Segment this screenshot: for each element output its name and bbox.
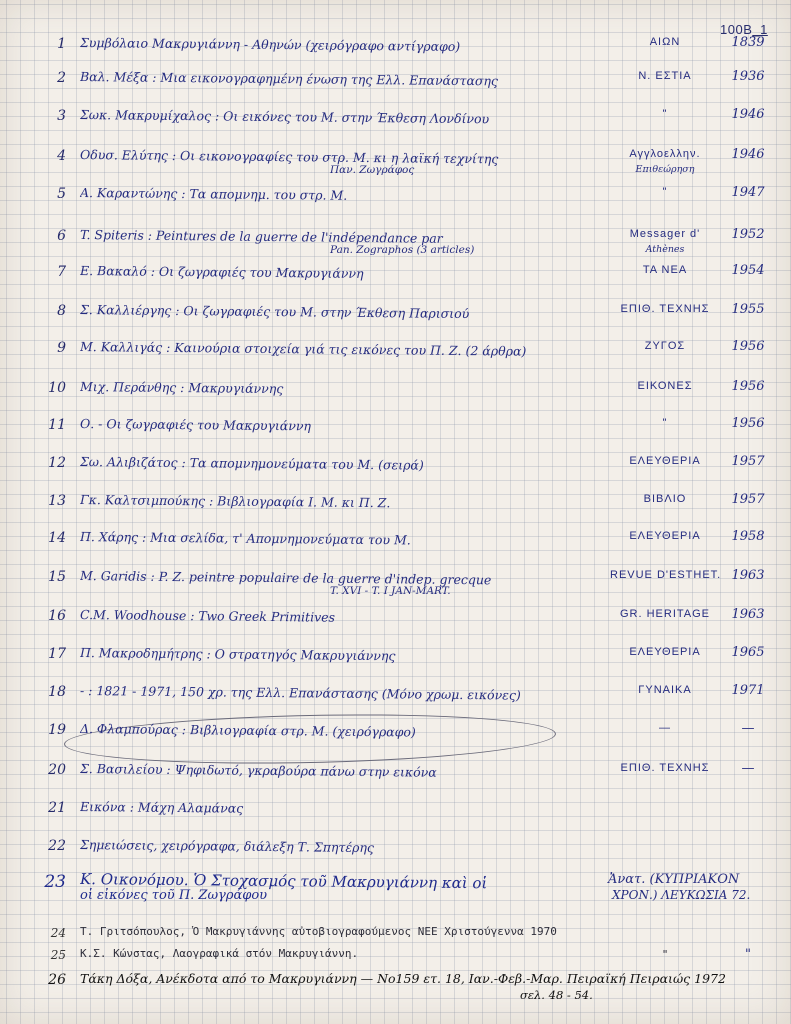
entry-number: 5 bbox=[57, 186, 66, 202]
list-item bbox=[0, 602, 791, 640]
entry-title: C.M. Woodhouse : Two Greek Primitives bbox=[79, 607, 336, 625]
list-item bbox=[0, 30, 791, 68]
list-item bbox=[0, 756, 791, 794]
entry-title: Τάκη Δόξα, Ανέκδοτα από το Μακρυγιάννη — Νο159 ετ. 18, Ιαν.-Φεβ.-Μαρ. Πειραϊκή Πειραιώς 1972 bbox=[80, 971, 726, 986]
entry-year: 1946 bbox=[731, 107, 765, 122]
entry-publication: " bbox=[662, 186, 668, 198]
entry-publication: ΕΠΙΘ. ΤΕΧΝΗΣ bbox=[620, 762, 710, 774]
entry-title: Ε. Βακαλό : Οι ζωγραφιές του Μακρυγιάννη bbox=[79, 263, 364, 281]
entry-subline: σελ. 48 - 54. bbox=[520, 988, 593, 1002]
list-item bbox=[0, 102, 791, 140]
entry-year: — bbox=[741, 721, 755, 736]
entry-number: 16 bbox=[48, 608, 66, 624]
entry-number: 12 bbox=[48, 455, 66, 471]
list-item bbox=[0, 563, 791, 601]
entry-year: 1956 bbox=[731, 379, 765, 394]
entry-number: 14 bbox=[48, 530, 66, 546]
entry-title: Βαλ. Μέξα : Μια εικονογραφημένη ένωση της Ελλ. Επανάστασης bbox=[79, 69, 499, 89]
entry-title: Οδυσ. Ελύτης : Οι εικονογραφίες του στρ. Μ. κι η λαϊκή τεχνίτης bbox=[79, 147, 499, 167]
entry-number: 18 bbox=[48, 684, 66, 700]
entry-publication: ΕΛΕΥΘΕΡΙΑ bbox=[629, 646, 701, 658]
entry-number: 19 bbox=[48, 722, 66, 738]
entry-year: 1954 bbox=[731, 263, 765, 278]
entry-publication: " bbox=[662, 417, 668, 429]
entry-title: Σημειώσεις, χειρόγραφα, διάλεξη Τ. Σπητέρης bbox=[79, 837, 374, 856]
entry-year: 1839 bbox=[731, 35, 765, 50]
entry-number: 10 bbox=[48, 380, 66, 396]
list-item bbox=[0, 297, 791, 335]
entry-title: Γκ. Καλτσιμπούκης : Βιβλιογραφία Ι. Μ. κι Π. Ζ. bbox=[79, 492, 391, 511]
entry-year: 1963 bbox=[731, 607, 765, 622]
entry-number: 26 bbox=[48, 972, 66, 988]
entry-year: 1963 bbox=[731, 568, 765, 583]
entry-title: Κ.Σ. Κώνστας, Λαογραφικά στόν Μακρυγιάννη. bbox=[80, 947, 359, 960]
entry-publication: ΕΠΙΘ. ΤΕΧΝΗΣ bbox=[620, 303, 710, 315]
entry-publication-subline: ΧΡΟΝ.) ΛΕΥΚΩΣΙΑ 72. bbox=[612, 888, 751, 902]
entry-publication: REVUE D'ESTHET. bbox=[610, 569, 722, 581]
entry-number: 8 bbox=[57, 303, 66, 319]
entry-title: Σω. Αλιβιζάτος : Τα απομνημονεύματα του Μ. (σειρά) bbox=[79, 454, 424, 473]
entry-publication: Ν. ΕΣΤΙΑ bbox=[638, 70, 692, 82]
entry-publication: — bbox=[659, 722, 671, 734]
entry-publication: ΓΥΝΑΙΚΑ bbox=[638, 684, 692, 696]
entry-number: 1 bbox=[57, 36, 66, 52]
list-item bbox=[0, 374, 791, 412]
entry-title: Σ. Βασιλείου : Ψηφιδωτό, γκραβούρα πάνω στην εικόνα bbox=[79, 761, 437, 780]
entry-year: 1936 bbox=[731, 69, 765, 84]
entry-number: 21 bbox=[48, 800, 66, 816]
list-item bbox=[0, 411, 791, 449]
entry-publication-subline: Athènes bbox=[645, 244, 685, 255]
entry-title: M. Garidis : P. Z. peintre populaire de la guerre d'indep. grecque bbox=[79, 568, 492, 588]
entry-number: 3 bbox=[57, 108, 66, 124]
entry-number: 7 bbox=[57, 264, 66, 280]
entry-publication: ΕΛΕΥΘΕΡΙΑ bbox=[629, 530, 701, 542]
list-item bbox=[0, 222, 791, 260]
entry-year: " bbox=[745, 947, 751, 962]
entry-title: Σ. Καλλιέργης : Οι ζωγραφιές του Μ. στην Έκθεση Παρισιού bbox=[79, 302, 470, 322]
list-item bbox=[0, 64, 791, 102]
list-item bbox=[0, 794, 791, 832]
list-item bbox=[0, 966, 791, 1004]
entry-title: Τ. Γριτσόπουλος, Ὁ Μακρυγιάννης αὐτοβιογραφούμενος ΝΕΕ Χριστούγεννα 1970 bbox=[80, 925, 557, 938]
list-item bbox=[0, 716, 791, 754]
entry-number: 25 bbox=[50, 948, 66, 962]
entry-publication: Ἀνατ. (ΚΥΠΡΙΑΚΟΝ bbox=[608, 872, 740, 887]
list-item bbox=[0, 866, 791, 904]
entry-subline: T. XVI - T. I JAN-MART. bbox=[330, 585, 451, 597]
entry-year: 1971 bbox=[731, 683, 765, 698]
entry-publication: ΖΥΓΟΣ bbox=[644, 340, 686, 352]
entry-publication: ΑΙΩΝ bbox=[649, 36, 681, 48]
entry-title: Ο. - Οι ζωγραφιές του Μακρυγιάννη bbox=[79, 416, 312, 434]
entry-number: 20 bbox=[48, 762, 66, 778]
entry-publication: Messager d' bbox=[629, 228, 701, 240]
list-item bbox=[0, 258, 791, 296]
entry-year: 1965 bbox=[731, 645, 765, 660]
entry-year: 1957 bbox=[731, 492, 765, 507]
entry-title: Εικόνα : Μάχη Αλαμάνας bbox=[79, 799, 244, 816]
entry-subline: οἱ εἰκόνες τοῦ Π. Ζωγράφου bbox=[80, 888, 268, 903]
list-item bbox=[0, 180, 791, 218]
list-item bbox=[0, 678, 791, 716]
entry-year: 1952 bbox=[731, 227, 765, 242]
entry-publication: ΤΑ ΝΕΑ bbox=[642, 264, 688, 276]
list-item bbox=[0, 487, 791, 525]
entry-title: - : 1821 - 1971, 150 χρ. της Ελλ. Επανάστασης (Μόνο χρωμ. εικόνες) bbox=[79, 683, 521, 703]
list-item bbox=[0, 449, 791, 487]
list-item bbox=[0, 640, 791, 678]
reference-prefix: 100B bbox=[720, 22, 753, 37]
entry-title: Π. Μακροδημήτρης : Ο στρατηγός Μακρυγιάννης bbox=[79, 645, 396, 664]
entry-number: 4 bbox=[57, 148, 66, 164]
entry-title: Δ. Φλαμπούρας : Βιβλιογραφία στρ. Μ. (χειρόγραφο) bbox=[79, 721, 416, 740]
entry-number: 23 bbox=[44, 872, 66, 892]
entry-title: T. Spiteris : Peintures de la guerre de l'indépendance par bbox=[79, 227, 443, 246]
entry-publication: ΕΙΚΟΝΕΣ bbox=[637, 380, 693, 392]
entry-title: Α. Καραντώνης : Τα απομνημ. του στρ. Μ. bbox=[79, 185, 348, 203]
entry-publication: " bbox=[662, 108, 668, 120]
entry-number: 9 bbox=[57, 340, 66, 356]
entry-number: 17 bbox=[48, 646, 66, 662]
entry-title: Μιχ. Περάνθης : Μακρυγιάννης bbox=[79, 379, 284, 397]
entry-year: 1956 bbox=[731, 339, 765, 354]
reference-suffix: _1 bbox=[752, 22, 768, 37]
entry-number: 15 bbox=[48, 569, 66, 585]
entry-number: 11 bbox=[48, 417, 66, 433]
list-item bbox=[0, 832, 791, 870]
entry-year: 1957 bbox=[731, 454, 765, 469]
entry-title: Συμβόλαιο Μακρυγιάννη - Αθηνών (χειρόγραφο αντίγραφο) bbox=[79, 35, 461, 54]
entry-publication: GR. HERITAGE bbox=[619, 608, 711, 620]
entry-year: — bbox=[741, 761, 755, 776]
entry-publication: ΕΛΕΥΘΕΡΙΑ bbox=[629, 455, 701, 467]
entry-year: 1946 bbox=[731, 147, 765, 162]
entry-subline: Παν. Ζωγράφος bbox=[330, 164, 415, 176]
list-item bbox=[0, 142, 791, 180]
entry-publication: " bbox=[661, 948, 669, 961]
entry-title: Μ. Καλλιγάς : Καινούρια στοιχεία γιά τις εικόνες του Π. Ζ. (2 άρθρα) bbox=[79, 339, 527, 359]
entry-title: Κ. Οικονόμου. Ὁ Στοχασμός τοῦ Μακρυγιάννη καὶ οἱ bbox=[79, 870, 488, 893]
entry-year: 1958 bbox=[731, 529, 765, 544]
entry-year: 1955 bbox=[731, 302, 765, 317]
entry-subline: Pan. Zographos (3 articles) bbox=[330, 244, 475, 256]
entry-year: 1947 bbox=[731, 185, 765, 200]
entry-publication: Αγγλοελλην. bbox=[629, 148, 701, 160]
entry-number: 24 bbox=[50, 926, 66, 940]
entry-publication-subline: Επιθεώρηση bbox=[635, 164, 695, 175]
entry-year: 1956 bbox=[731, 416, 765, 431]
list-item bbox=[0, 524, 791, 562]
entry-title: Σωκ. Μακρυμίχαλος : Οι εικόνες του Μ. στην Έκθεση Λονδίνου bbox=[79, 107, 490, 127]
entry-number: 6 bbox=[57, 228, 66, 244]
entry-title: Π. Χάρης : Μια σελίδα, τ' Απομνημονεύματα του Μ. bbox=[79, 529, 411, 548]
list-item bbox=[0, 334, 791, 372]
entry-number: 2 bbox=[57, 70, 66, 86]
entry-publication: ΒΙΒΛΙΟ bbox=[643, 493, 687, 505]
entry-number: 13 bbox=[48, 493, 66, 509]
entry-number: 22 bbox=[48, 838, 66, 854]
